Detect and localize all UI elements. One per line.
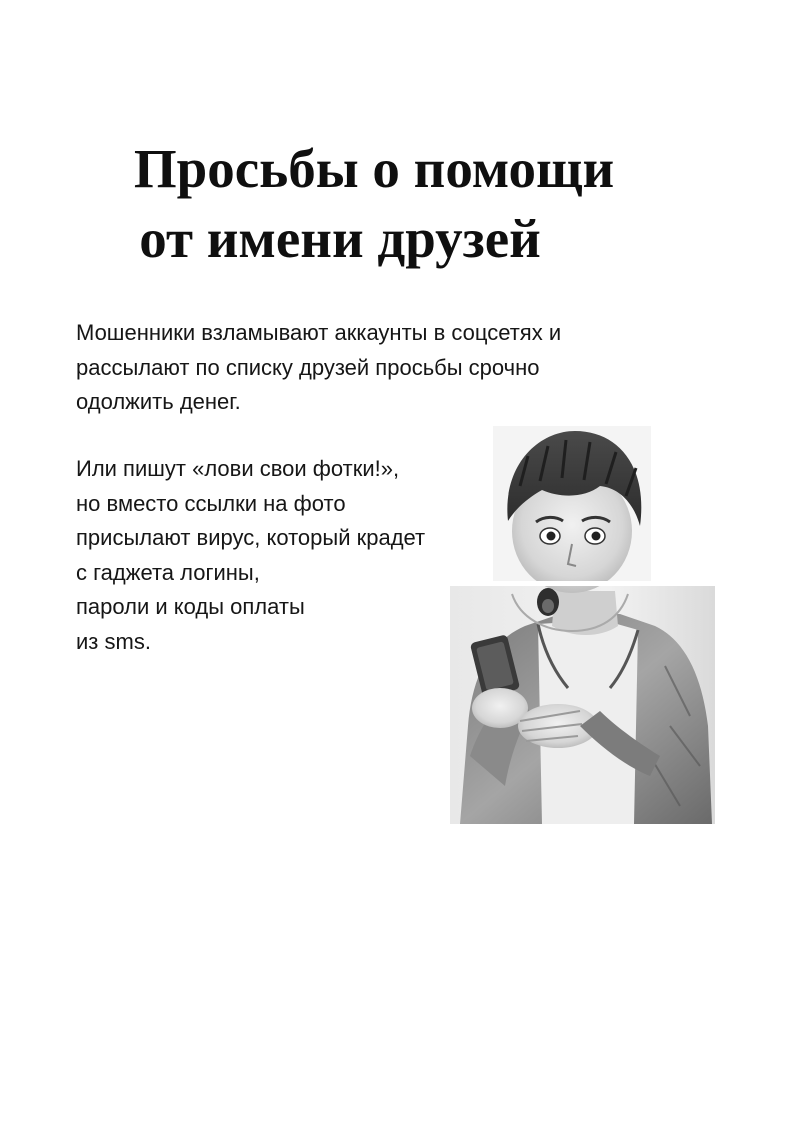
- paragraph-1-line: Мошенники взламывают аккаунты в соцсетях и: [76, 320, 562, 345]
- surprised-boy-illustration: [450, 426, 715, 824]
- page-title-line-2: от имени друзей: [139, 208, 541, 269]
- paragraph-2-line: из sms.: [76, 628, 151, 654]
- paragraph-2-line: пароли и коды оплаты: [76, 594, 305, 619]
- paragraph-photo-virus: [76, 452, 425, 659]
- page-title-line-1: Просьбы о помощи: [133, 138, 615, 199]
- paragraph-2-line: но вместо ссылки на фото: [76, 490, 346, 516]
- paragraph-1-line: рассылают по списку друзей просьбы срочно: [76, 354, 540, 380]
- surprised-boy-with-phone-icon: [450, 426, 715, 824]
- paragraph-2-line: Или пишут «лови свои фотки!»,: [76, 456, 400, 481]
- paragraph-2-line: присылают вирус, который крадет: [76, 525, 426, 550]
- paragraph-1-line: одолжить денег.: [76, 389, 241, 414]
- paragraph-2-line: с гаджета логины,: [76, 559, 260, 585]
- paragraph-hacked-accounts: [76, 316, 561, 420]
